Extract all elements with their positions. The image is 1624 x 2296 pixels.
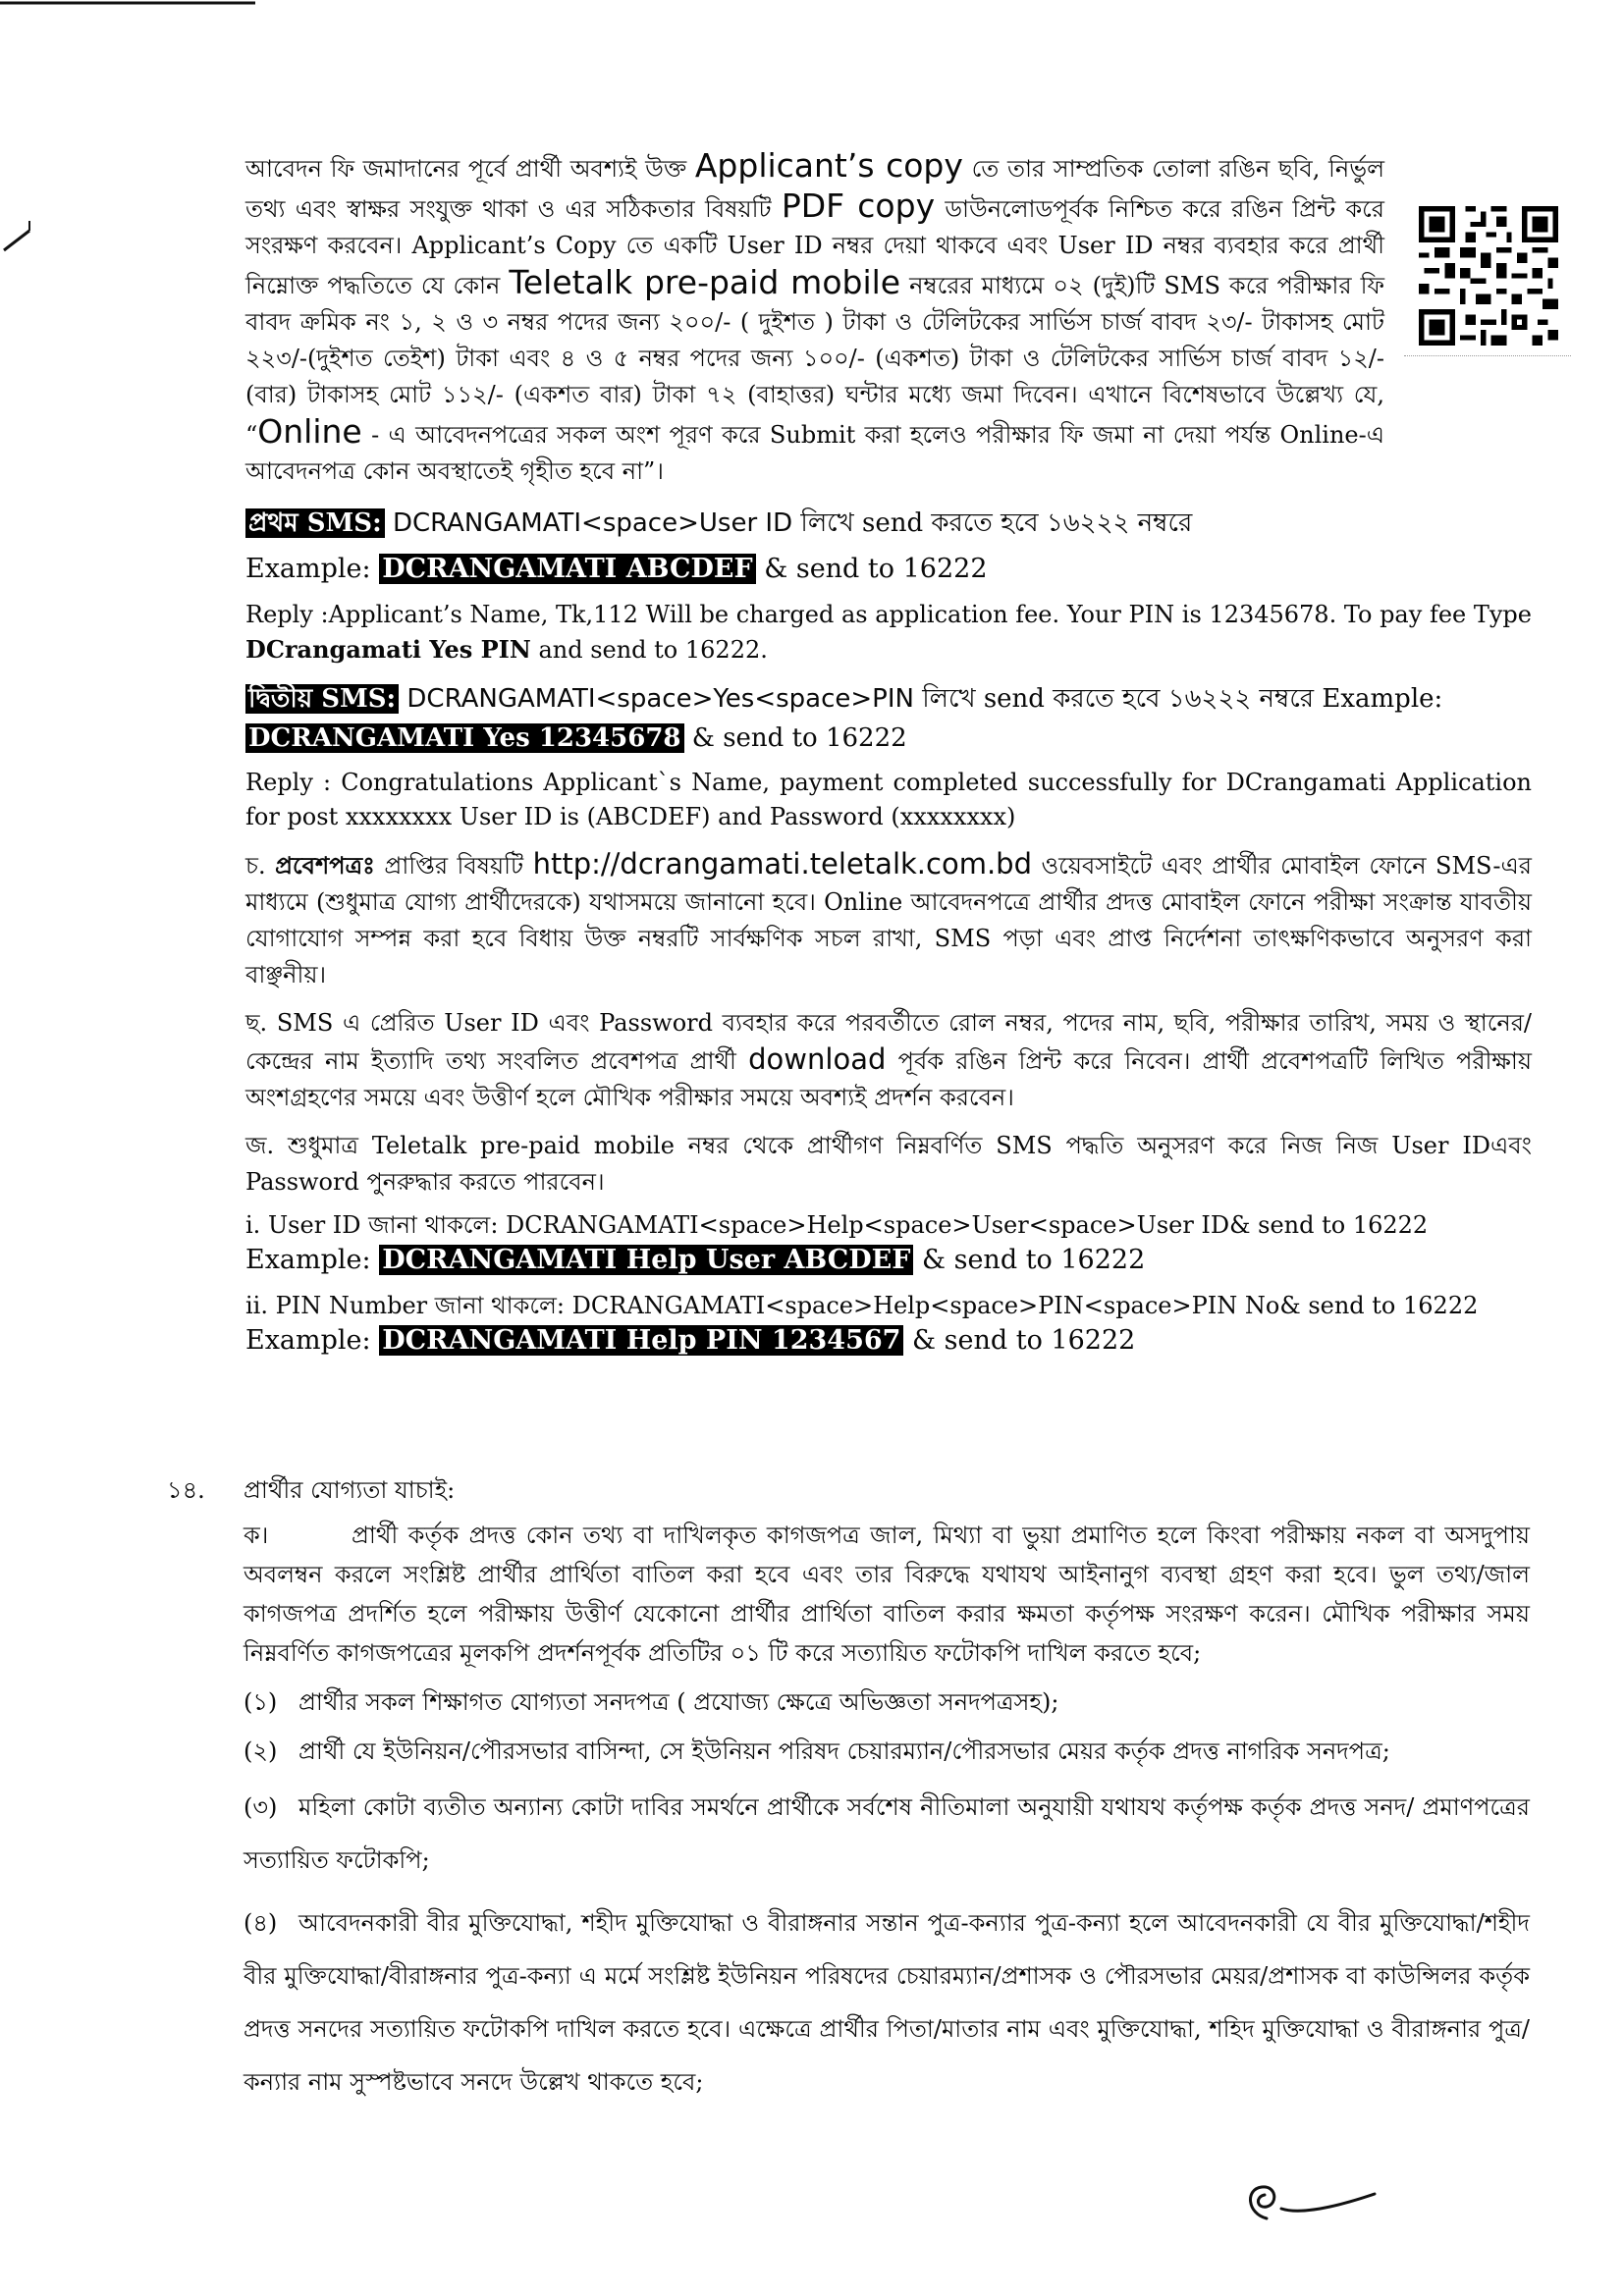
help-pin-code-highlight: DCRANGAMATI Help PIN 1234567 bbox=[379, 1325, 903, 1356]
section-14-body bbox=[244, 1516, 1530, 2109]
help-userid-example: Example: DCRANGAMATI Help User ABCDEF & send to 16222 bbox=[245, 1245, 1146, 1275]
list-item: (২) প্রার্থী যে ইউনিয়ন/পৌরসভার বাসিন্দা, সে ইউনিয়ন পরিষদ চেয়ারম্যান/পৌরসভার মেয়র কর্তৃক প্রদত্ত নাগরিক সনদপত্র; bbox=[244, 1737, 1390, 1765]
example-code-highlight: DCRANGAMATI ABCDEF bbox=[379, 554, 755, 584]
second-sms-code-highlight: DCRANGAMATI Yes 12345678 bbox=[245, 723, 684, 753]
download-paragraph: ছ. SMS এ প্রেরিত User ID এবং Password ব্যবহার করে পরবর্তীতে রোল নম্বর, পদের নাম, ছবি, পরীক্ষার তারিখ, সময় ও স্থানের/কেন্দ্রের নাম ইত্যাদি তথ্য সংবলিত প্রবেশপত্র প্রার্থী download পূর্বক রঙিন প্রিন্ট করে নিবেন। প্রার্থী প্রবেশপত্রটি লিখিত পরীক্ষায় অংশগ্রহণের সময়ে এবং উত্তীর্ণ হলে মৌখিক পরীক্ষার সময়ে অবশ্যই প্রদর্শন করবেন। bbox=[245, 1009, 1532, 1111]
second-sms-line: দ্বিতীয় SMS: DCRANGAMATI<space>Yes<space>PIN লিখে send করতে হবে ১৬২২২ নম্বরে Example: DCRANGAMATI Yes 12345678 & send to 16222 bbox=[245, 679, 1532, 758]
signature-mark bbox=[1227, 2160, 1384, 2238]
help-userid-code-highlight: DCRANGAMATI Help User ABCDEF bbox=[379, 1245, 913, 1275]
section-number: ১৪. bbox=[167, 1476, 205, 1504]
first-sms-label: প্রথম SMS: bbox=[245, 508, 385, 538]
admit-card-paragraph: চ. প্রবেশপত্রঃ প্রাপ্তির বিষয়টি http://dcrangamati.teletalk.com.bd ওয়েবসাইটে এবং প্রার্থীর মোবাইল ফোনে SMS-এর মাধ্যমে (শুধুমাত্র যোগ্য প্রার্থীদেরকে) যথাসময়ে জানানো হবে। Online আবেদনপত্রে প্রার্থীর প্রদত্ত মোবাইল ফোনে পরীক্ষা সংক্রান্ত যাবতীয় যোগাযোগ সম্পন্ন করা হবে বিধায় উক্ত নম্বরটি সার্বক্ষণিক সচল রাখা, SMS পড়া এবং প্রাপ্ত নির্দেশনা তাৎক্ষণিকভাবে অনুসরণ করা বাঞ্ছনীয়। bbox=[245, 847, 1532, 988]
list-item: (১) প্রার্থীর সকল শিক্ষাগত যোগ্যতা সনদপত্র ( প্রযোজ্য ক্ষেত্রে অভিজ্ঞতা সনদপত্রসহ); bbox=[244, 1688, 1059, 1716]
password-recovery-paragraph: জ. শুধুমাত্র Teletalk pre-paid mobile নম্বর থেকে প্রার্থীগণ নিম্নবর্ণিত SMS পদ্ধতি অনুসরণ করে নিজ নিজ User IDএবং Password পুনরুদ্ধার করতে পারবেন। bbox=[245, 1132, 1532, 1196]
first-sms-line: প্রথম SMS: DCRANGAMATI<space>User ID লিখে send করতে হবে ১৬২২২ নম্বরে bbox=[245, 504, 1532, 543]
fee-instructions-paragraph: আবেদন ফি জমাদানের পূর্বে প্রার্থী অবশ্যই উক্ত Applicant’s copy তে তার সাম্প্রতিক তোলা রঙিন ছবি, নির্ভুল তথ্য এবং স্বাক্ষর সংযুক্ত থাকা ও এর সঠিকতার বিষয়টি PDF copy ডাউনলোডপূর্বক নিশ্চিত করে রঙিন প্রিন্ট করে সংরক্ষণ করবেন। Applicant’s Copy তে একটি User ID নম্বর দেয়া থাকবে এবং User ID নম্বর ব্যবহার করে প্রার্থী নিম্নোক্ত পদ্ধতিতে যে কোন Teletalk pre-paid mobile নম্বরের মাধ্যমে ০২ (দুই)টি SMS করে পরীক্ষার ফি বাবদ ক্রমিক নং ১, ২ ও ৩ নম্বর পদের জন্য ২০০/- ( দুইশত ) টাকা ও টেলিটকের সার্ভিস চার্জ বাবদ ২৩/- টাকাসহ মোট ২২৩/-(দুইশত তেইশ) টাকা এবং ৪ ও ৫ নম্বর পদের জন্য ১০০/- (একশত) টাকা ও টেলিটকের সার্ভিস চার্জ বাবদ ১২/- (বার) টাকাসহ মোট ১১২/- (একশত বার) টাকা ৭২ (বাহাত্তর) ঘন্টার মধ্যে জমা দিবেন। এখানে বিশেষভাবে উল্লেখ্য যে, “Online - এ আবেদনপত্রের সকল অংশ পূরণ করে Submit করা হলেও পরীক্ষার ফি জমা না দেয়া পর্যন্ত Online-এ আবেদনপত্র কোন অবস্থাতেই গৃহীত হবে না”। bbox=[245, 146, 1385, 485]
fee-paragraph-wrap bbox=[245, 147, 1384, 490]
website-link[interactable]: http://dcrangamati.teletalk.com.bd bbox=[532, 847, 1032, 881]
list-item: (৪) আবেদনকারী বীর মুক্তিযোদ্ধা, শহীদ মুক্তিযোদ্ধা ও বীরাঙ্গনার সন্তান পুত্র-কন্যার পুত্র-কন্যা হলে আবেদনকারী যে বীর মুক্তিযোদ্ধা/শহীদ বীর মুক্তিযোদ্ধা/বীরাঙ্গনার পুত্র-কন্যা এ মর্মে সংশ্লিষ্ট ইউনিয়ন পরিষদের চেয়ারম্যান/প্রশাসক ও পৌরসভার মেয়র/প্রশাসক বা কাউন্সিলর কর্তৃক প্রদত্ত সনদের সত্যায়িত ফটোকপি দাখিল করতে হবে। এক্ষেত্রে প্রার্থীর পিতা/মাতার নাম এবং মুক্তিযোদ্ধা, শহিদ মুক্তিযোদ্ধা ও বীরাঙ্গনার পুত্র/কন্যার নাম সুস্পষ্টভাবে সনদে উল্লেখ থাকতে হবে; bbox=[244, 1909, 1530, 2096]
help-pin-example: Example: DCRANGAMATI Help PIN 1234567 & send to 16222 bbox=[245, 1325, 1136, 1356]
upper-content bbox=[245, 147, 1532, 1362]
second-sms-label: দ্বিতীয় SMS: bbox=[245, 684, 399, 714]
first-sms-example: Example: DCRANGAMATI ABCDEF & send to 16222 bbox=[245, 554, 988, 584]
second-sms-reply: Reply : Congratulations Applicant`s Name, payment completed successfully for DCrangamati Application for post xxxxxxxx User ID is (ABCDEF) and Password (xxxxxxxx) bbox=[245, 769, 1532, 830]
first-sms-reply: Reply :Applicant’s Name, Tk,112 Will be charged as application fee. Your PIN is 12345678. To pay fee Type DCrangamati Yes PIN and send to 16222. bbox=[245, 601, 1532, 664]
section-title: প্রার্থীর যোগ্যতা যাচাই: bbox=[244, 1476, 456, 1504]
scan-edge-mark bbox=[0, 0, 255, 255]
help-pin-line: ii. PIN Number জানা থাকলে: DCRANGAMATI<space>Help<space>PIN<space>PIN No& send to 16222 bbox=[245, 1292, 1479, 1319]
list-item: (৩) মহিলা কোটা ব্যতীত অন্যান্য কোটা দাবির সমর্থনে প্রার্থীকে সর্বশেষ নীতিমালা অনুযায়ী যথাযথ কর্তৃপক্ষ কর্তৃক প্রদত্ত সনদ/ প্রমাণপত্রের সত্যায়িত ফটোকপি; bbox=[244, 1793, 1530, 1874]
clause-ka: ক। প্রার্থী কর্তৃক প্রদত্ত কোন তথ্য বা দাখিলকৃত কাগজপত্র জাল, মিথ্যা বা ভুয়া প্রমাণিত হলে কিংবা পরীক্ষায় নকল বা অসদুপায় অবলম্বন করলে সংশ্লিষ্ট প্রার্থীর প্রার্থিতা বাতিল করা হবে এবং তার বিরুদ্ধে যথাযথ আইনানুগ ব্যবস্থা গ্রহণ করা হবে। ভুল তথ্য/জাল কাগজপত্র প্রদর্শিত হলে পরীক্ষায় উত্তীর্ণ যেকোনো প্রার্থীর প্রার্থিতা বাতিল করার ক্ষমতা কর্তৃপক্ষ সংরক্ষণ করেন। মৌখিক পরীক্ষার সময় নিম্নবর্ণিত কাগজপত্রের মূলকপি প্রদর্শনপূর্বক প্রতিটির ০১ টি করে সত্যায়িত ফটোকপি দাখিল করতে হবে; bbox=[244, 1522, 1530, 1667]
help-userid-line: i. User ID জানা থাকলে: DCRANGAMATI<space>Help<space>User<space>User ID& send to 16222 bbox=[245, 1211, 1429, 1239]
